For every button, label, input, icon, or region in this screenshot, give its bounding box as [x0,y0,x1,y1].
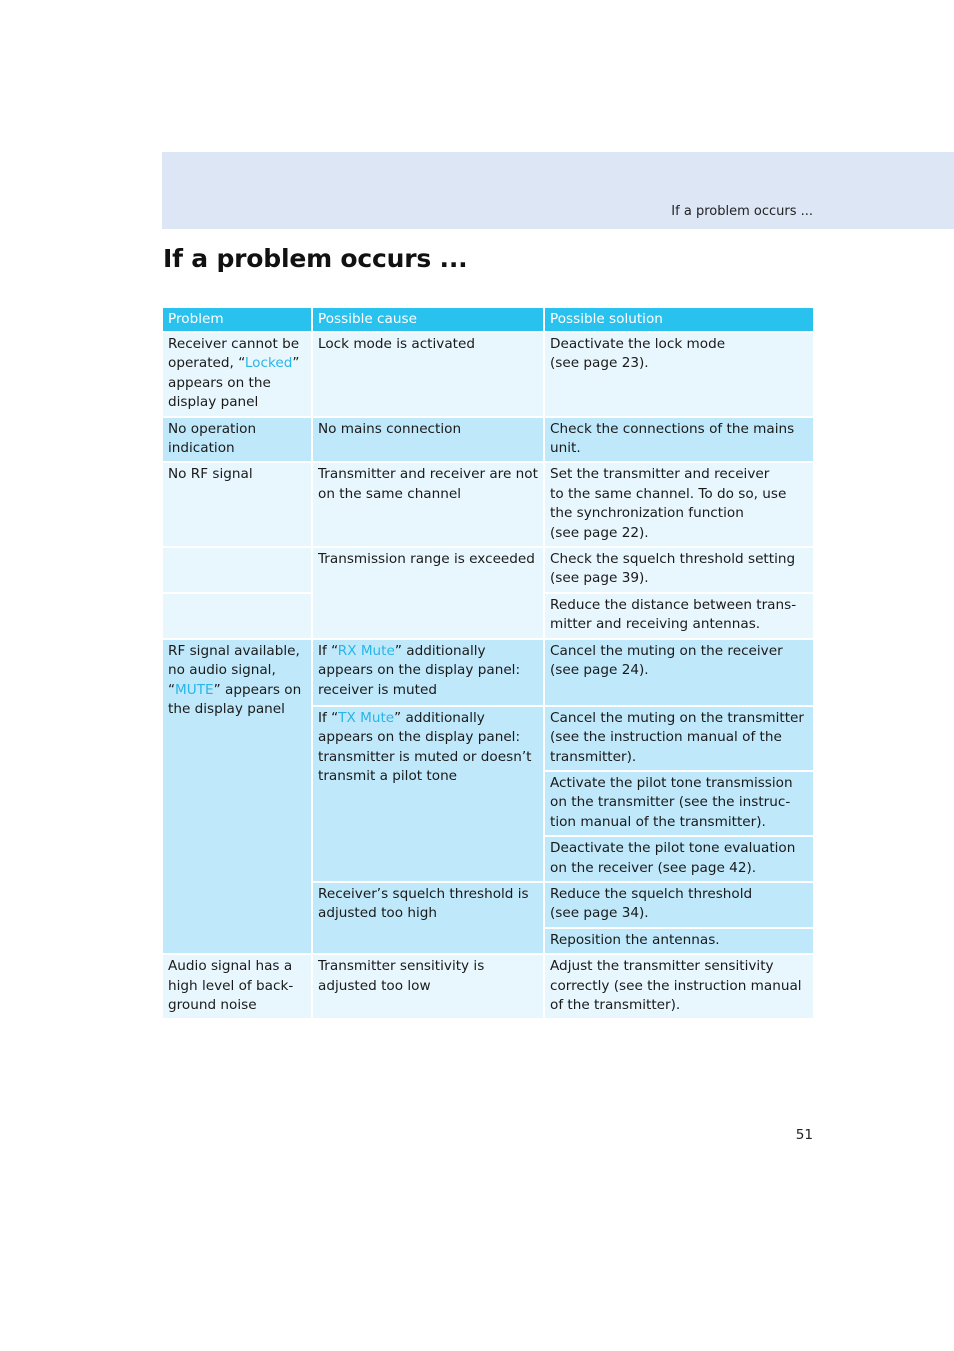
solution-cell: Reposition the antennas. [545,929,813,953]
header-band [162,152,954,229]
display-message-mute: MUTE [175,681,214,698]
problem-cell: No RF signal [163,463,311,546]
table-row [163,463,813,546]
cause-cell: Transmitter and receiver are not on the same channel [313,463,543,546]
cause-cell: Lock mode is activated [313,333,543,416]
problem-cell: No operation indication [163,418,311,462]
table-row [163,548,813,592]
table-header-row [163,308,813,331]
display-message-locked: Locked [244,355,293,372]
problem-cell: Receiver cannot be operated, “Locked” appears on the display panel [163,333,311,416]
solution-cell: Cancel the muting on the transmitter (see the instruction manual of the transmitter). [545,707,813,770]
solution-cell: Cancel the muting on the receiver (see page 24). [545,640,813,705]
table-row [163,333,813,416]
cause-cell: If “TX Mute” additionally appears on the display panel: transmitter is muted or doesn’t transmit a pilot tone [313,707,543,881]
problem-cell-empty [163,548,311,592]
solution-cell: Reduce the squelch threshold (see page 34). [545,883,813,927]
cause-cell: No mains connection [313,418,543,462]
cause-cell: Receiver’s squelch threshold is adjusted too high [313,883,543,953]
column-header-problem: Problem [163,308,311,331]
cause-cell: Transmitter sensitivity is adjusted too low [313,955,543,1018]
page-number: 51 [795,1127,813,1143]
solution-cell: Activate the pilot tone transmission on the transmitter (see the instruc- tion manual of the transmitter). [545,772,813,835]
column-header-cause: Possible cause [313,308,543,331]
solution-cell: Deactivate the lock mode (see page 23). [545,333,813,416]
table-row [163,640,813,705]
solution-cell: Set the transmitter and receiver to the same channel. To do so, use the synchronization function (see page 22). [545,463,813,546]
display-message-tx-mute: TX Mute [338,709,395,726]
running-head: If a problem occurs ... [671,204,813,219]
solution-cell: Check the squelch threshold setting (see page 39). [545,548,813,592]
table-row [163,955,813,1018]
page-title: If a problem occurs ... [163,244,468,273]
display-message-rx-mute: RX Mute [337,642,395,659]
solution-cell: Deactivate the pilot tone evaluation on the receiver (see page 42). [545,837,813,881]
problem-cell: Audio signal has a high level of back- ground noise [163,955,311,1018]
table-row [163,418,813,462]
problem-cell: RF signal available, no audio signal, “MUTE” appears on the display panel [163,640,311,953]
problem-cell-empty [163,594,311,638]
solution-cell: Adjust the transmitter sensitivity correctly (see the instruction manual of the transmitter). [545,955,813,1018]
solution-cell: Check the connections of the mains unit. [545,418,813,462]
column-header-solution: Possible solution [545,308,813,331]
cause-cell: If “RX Mute” additionally appears on the display panel: receiver is muted [313,640,543,705]
cause-cell: Transmission range is exceeded [313,548,543,638]
solution-cell: Reduce the distance between trans- mitter and receiving antennas. [545,594,813,638]
troubleshooting-table [161,306,815,1020]
